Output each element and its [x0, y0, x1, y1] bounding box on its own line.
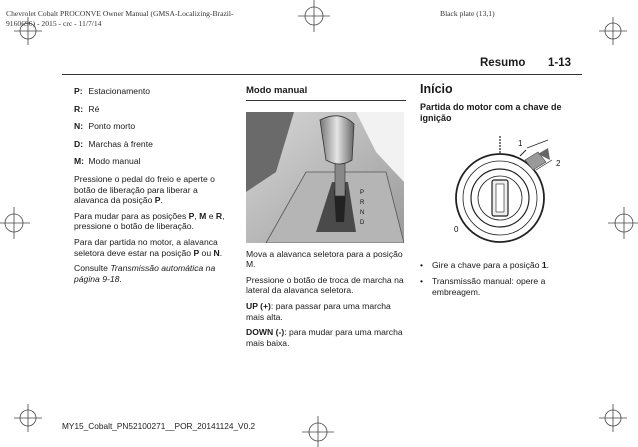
bullet-icon: • [420, 259, 424, 270]
crop-mark-bottom-center [302, 416, 334, 447]
svg-text:P: P [360, 189, 365, 196]
list-item: • Transmissão manual: opere a embreagem. [420, 276, 546, 297]
print-header-line1: Chevrolet Cobalt PROCONVE Owner Manual (GMSA-Localizing-Brazil- [6, 9, 234, 18]
crop-mark-left-middle [0, 207, 30, 239]
switch-label-2: 2 [556, 158, 561, 168]
gear-def-r [74, 104, 234, 115]
gear-def-p [74, 86, 234, 97]
cross-reference-link[interactable]: Transmissão automática na página 9-18 [74, 263, 216, 284]
section-title: Resumo [480, 57, 526, 69]
gear-key: P: [74, 86, 83, 96]
upshift-paragraph: UP (+): para passar para uma marcha mais alta. [246, 300, 391, 322]
gear-key: R: [74, 103, 84, 114]
gear-def-m [74, 156, 234, 167]
shift-positions-paragraph: Para mudar para as posições P, M e R, pressione o botão de liberação. [74, 210, 225, 232]
press-button-paragraph: Pressione o botão de troca de marcha na lateral da alavanca seletora. [246, 274, 404, 296]
plate-label: Black plate (13,1) [440, 9, 495, 18]
print-header-line2: 9160696) - 2015 - crc - 11/7/14 [6, 19, 102, 28]
gear-def-n [74, 121, 234, 132]
crop-mark-top-right [599, 17, 627, 45]
move-lever-paragraph: Mova a alavanca seletora para a posição M. [246, 248, 403, 270]
gear-key: M: [74, 156, 85, 167]
column-gear-positions [74, 86, 234, 289]
svg-text:D: D [360, 219, 365, 226]
column-start [420, 84, 580, 303]
start-engine-paragraph: Para dar partida no motor, a alavanca seletora deve estar na posição P ou N. [74, 236, 223, 258]
gear-key: N: [74, 121, 84, 132]
gear-text: Estacionamento [88, 86, 151, 96]
reference-paragraph: Consulte Transmissão automática na página 9-18. [74, 263, 216, 284]
column-manual-mode [246, 86, 406, 353]
print-header [6, 9, 234, 29]
svg-text:R: R [360, 199, 365, 206]
list-item: • Gire a chave para a posição 1. [420, 259, 550, 270]
header-rule [62, 74, 582, 75]
crop-mark-bottom-left [14, 404, 42, 432]
gear-text: Marchas à frente [88, 138, 153, 149]
gear-text: Ponto morto [88, 121, 136, 132]
crop-mark-top-center [298, 0, 330, 32]
downshift-paragraph: DOWN (-): para mudar para uma marcha mais baixa. [246, 327, 403, 348]
gear-text: Modo manual [88, 156, 141, 167]
manual-mode-heading: Modo manual [246, 85, 308, 96]
brake-release-paragraph: Pressione o pedal do freio e aperte o botão de liberação para liberar a alavanca da posição P. [74, 173, 215, 206]
gear-def-d [74, 139, 234, 150]
gear-key: D: [74, 138, 84, 149]
switch-label-0: 0 [454, 224, 459, 234]
start-heading: Início [420, 82, 453, 96]
gear-shifter-illustration [246, 112, 404, 243]
switch-label-1: 1 [518, 138, 523, 148]
crop-mark-right-middle [608, 207, 638, 239]
svg-text:N: N [360, 209, 365, 216]
footer-file-id: MY15_Cobalt_PN52100271__POR_20141124_V0.2 [62, 421, 256, 431]
start-steps-list [420, 260, 580, 298]
gear-text: Ré [88, 103, 100, 114]
bullet-icon: • [420, 276, 424, 287]
manual-mode-rule [246, 100, 406, 101]
ignition-switch-diagram [420, 130, 580, 252]
ignition-subheading: Partida do motor com a chave de ignição [420, 101, 562, 123]
crop-mark-bottom-right [599, 404, 627, 432]
page-number: 1-13 [548, 57, 572, 69]
